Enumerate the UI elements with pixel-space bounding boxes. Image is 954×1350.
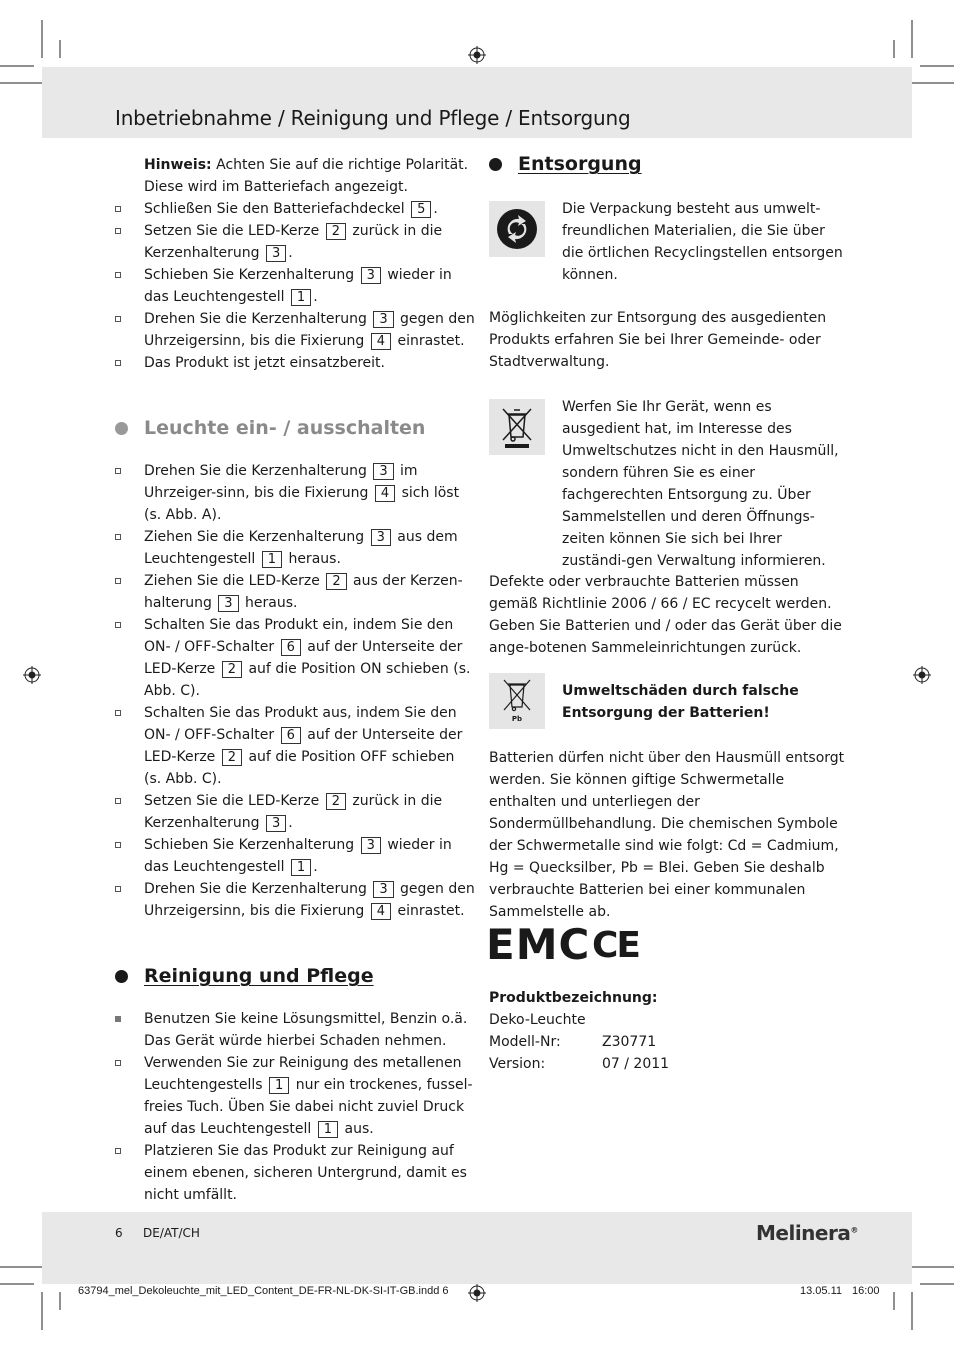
list-item-text: Drehen Sie die Kerzenhalterung — [144, 463, 372, 479]
part-number-box: 1 — [291, 289, 311, 306]
list-item-text: auf die Position OFF schieben (s. Abb. C). — [144, 749, 455, 787]
hint-label: Hinweis: — [144, 157, 212, 173]
crossed-bin-icon — [489, 399, 545, 455]
list-item — [115, 702, 475, 790]
section-bullet-icon — [489, 158, 502, 171]
product-name: Deko-Leuchte — [489, 1012, 586, 1028]
options-text: Möglichkeiten zur Entsorgung des ausgedienten Produkts erfahren Sie bei Ihrer Gemeinde- oder Stadtverwaltung. — [489, 310, 827, 370]
part-number-box: 2 — [222, 749, 242, 766]
list-item-text: aus. — [340, 1121, 374, 1137]
left-column — [115, 154, 475, 1206]
registration-mark-icon — [468, 1284, 486, 1302]
list-item-text: aus dem Leuchtengestell — [144, 529, 458, 567]
list-item-text: sich löst (s. Abb. A). — [144, 485, 460, 523]
clean-list — [115, 1008, 475, 1206]
ce-mark: CE — [592, 925, 640, 966]
part-number-box: 3 — [373, 311, 393, 328]
part-number-box: 3 — [373, 881, 393, 898]
hint-paragraph — [115, 154, 475, 198]
list-item — [115, 220, 475, 264]
list-item — [115, 198, 475, 220]
list-item — [115, 790, 475, 834]
list-bullet-icon — [115, 842, 121, 848]
list-item-text: . — [288, 815, 293, 831]
registration-mark-icon — [23, 666, 41, 684]
list-item — [115, 1052, 475, 1140]
list-bullet-icon — [115, 886, 121, 892]
print-time: 16:00 — [852, 1285, 880, 1297]
list-item-text: . — [288, 245, 293, 261]
list-item — [115, 308, 475, 352]
part-number-box: 3 — [361, 837, 381, 854]
section-bullet-icon — [115, 970, 128, 983]
section-bullet-icon — [115, 422, 128, 435]
list-item — [115, 352, 475, 374]
list-item-text: zurück in die Kerzenhalterung — [144, 793, 443, 831]
part-number-box: 3 — [371, 529, 391, 546]
list-item-text: heraus. — [284, 551, 341, 567]
weee-text: Werfen Sie Ihr Gerät, wenn es ausgedient hat, im Interesse des Umweltschutzes nicht in den Hausmüll, sondern führen Sie es einer fachgerechten Entsorgung zu. Über Sammelstellen und deren Öffnungs-zeiten können Sie sich bei Ihrer zuständi-gen Verwaltung informieren. — [562, 399, 839, 569]
part-number-box: 3 — [361, 267, 381, 284]
section-heading-disposal: Entsorgung — [489, 152, 954, 176]
list-item — [115, 460, 475, 526]
list-item — [115, 570, 475, 614]
list-item-text: Schalten Sie das Produkt ein, indem Sie den ON- / OFF-Schalter — [144, 617, 454, 655]
part-number-box: 1 — [291, 859, 311, 876]
list-bullet-icon — [115, 710, 121, 716]
part-number-box: 1 — [318, 1121, 338, 1138]
list-item-text: gegen den Uhrzeigersinn, bis die Fixierung — [144, 311, 475, 349]
section-heading-switch: Leuchte ein- / ausschalten — [115, 416, 475, 440]
list-bullet-icon — [115, 360, 121, 366]
part-number-box: 3 — [218, 595, 238, 612]
part-number-box: 1 — [269, 1077, 289, 1094]
list-item-text: auf der Unterseite der LED-Kerze — [144, 639, 463, 677]
locale-label: DE/AT/CH — [143, 1226, 200, 1240]
list-bullet-icon — [115, 622, 121, 628]
part-number-box: 3 — [266, 245, 286, 262]
list-item-text: nur ein trockenes, fussel-freies Tuch. Üben Sie dabei nicht zuviel Druck auf das Leuchtengestell — [144, 1077, 473, 1137]
section-heading-cleaning: Reinigung und Pflege — [115, 964, 475, 988]
list-item-text: wieder in das Leuchtengestell — [144, 267, 452, 305]
list-item-text: auf die Position ON schieben (s. Abb. C). — [144, 661, 471, 699]
list-bullet-icon — [115, 316, 121, 322]
version-value: 07 / 2011 — [602, 1056, 670, 1072]
list-item-text: . — [433, 201, 438, 217]
list-bullet-icon — [115, 534, 121, 540]
list-item-text: Setzen Sie die LED-Kerze — [144, 223, 324, 239]
list-item-text: gegen den Uhrzeigersinn, bis die Fixierung — [144, 881, 475, 919]
list-item — [115, 264, 475, 308]
model-label: Modell-Nr: — [489, 1034, 561, 1050]
list-item-text: Setzen Sie die LED-Kerze — [144, 793, 324, 809]
hint-text: Achten Sie auf die richtige Polarität. Diese wird im Batteriefach angezeigt. — [144, 157, 469, 195]
list-item-text: im Uhrzeiger-sinn, bis die Fixierung — [144, 463, 418, 501]
print-file-name: 63794_mel_Dekoleuchte_mit_LED_Content_DE-FR-NL-DK-SI-IT-GB.indd 6 — [78, 1285, 449, 1297]
list-item — [115, 614, 475, 702]
list-item-text: Ziehen Sie die Kerzenhalterung — [144, 529, 369, 545]
part-number-box: 3 — [266, 815, 286, 832]
setup-list — [115, 198, 475, 374]
version-row — [489, 1053, 849, 1075]
part-number-box: 2 — [222, 661, 242, 678]
part-number-box: 2 — [326, 573, 346, 590]
heavy-metal-text: Batterien dürfen nicht über den Hausmüll entsorgt werden. Sie können giftige Schwermetalle enthalten und unterliegen der Sondermüllbehandlung. Die chemischen Symbole der Schwermetalle sind wie folgt: Cd = Cadmium, Hg = Quecksilber, Pb = Blei. Geben Sie deshalb verbrauchte Batterien bei einer kommunalen Sammelstelle ab. — [489, 750, 845, 920]
battery-bin-icon-box — [489, 673, 545, 729]
page-title: Inbetriebnahme / Reinigung und Pflege / Entsorgung — [115, 106, 631, 130]
page-number: 6 — [115, 1226, 123, 1240]
list-item — [115, 834, 475, 878]
list-item-text: aus der Kerzen-halterung — [144, 573, 463, 611]
list-item-text: Das Produkt ist jetzt einsatzbereit. — [144, 355, 386, 371]
list-item-text: Ziehen Sie die LED-Kerze — [144, 573, 325, 589]
list-item-text: Schalten Sie das Produkt aus, indem Sie den ON- / OFF-Schalter — [144, 705, 457, 743]
list-item-text: heraus. — [240, 595, 298, 611]
part-number-box: 4 — [371, 333, 391, 350]
registration-mark-icon — [913, 666, 931, 684]
list-bullet-icon — [115, 798, 121, 804]
list-item-text: zurück in die Kerzenhalterung — [144, 223, 443, 261]
list-item — [115, 1008, 475, 1052]
list-item — [115, 1140, 475, 1206]
list-item-text: wieder in das Leuchtengestell — [144, 837, 452, 875]
battery-directive-text: Defekte oder verbrauchte Batterien müssen gemäß Richtlinie 2006 / 66 / EC recycelt werden. Geben Sie Batterien und / oder das Gerät über die ange-botenen Sammeleinrichtungen zurück. — [489, 574, 842, 656]
emc-mark: EMC — [486, 920, 591, 969]
pb-label: Pb — [511, 715, 523, 723]
battery-warning: Umweltschäden durch falsche Entsorgung der Batterien! — [562, 683, 799, 721]
part-number-box: 4 — [371, 903, 391, 920]
model-row — [489, 1031, 849, 1053]
packaging-text: Die Verpackung besteht aus umwelt-freundlichen Materialien, die Sie über die örtlichen Recyclingstellen entsorgen können. — [562, 201, 843, 283]
switch-list — [115, 460, 475, 922]
list-bullet-icon — [115, 206, 121, 212]
recycling-icon-box — [489, 201, 545, 257]
list-bullet-icon — [115, 228, 121, 234]
version-label: Version: — [489, 1056, 546, 1072]
part-number-box: 3 — [373, 463, 393, 480]
list-item-text: Schieben Sie Kerzenhalterung — [144, 267, 359, 283]
part-number-box: 1 — [262, 551, 282, 568]
list-item-text: . — [313, 859, 318, 875]
recycling-icon — [489, 201, 545, 257]
list-bullet-icon — [115, 272, 121, 278]
registration-mark-icon — [468, 46, 486, 64]
print-date: 13.05.11 — [800, 1285, 843, 1297]
model-value: Z30771 — [602, 1034, 657, 1050]
brand-logo: Melinera® — [756, 1221, 858, 1245]
list-bullet-icon — [115, 1060, 121, 1066]
list-item — [115, 526, 475, 570]
list-item — [115, 878, 475, 922]
list-item-text: Schließen Sie den Batteriefachdeckel — [144, 201, 410, 217]
part-number-box: 2 — [326, 223, 346, 240]
list-bullet-icon — [115, 1016, 121, 1022]
part-number-box: 6 — [281, 639, 301, 656]
list-bullet-icon — [115, 578, 121, 584]
list-item-text: Platzieren Sie das Produkt zur Reinigung auf einem ebenen, sicheren Untergrund, damit es nicht umfällt. — [144, 1143, 467, 1203]
list-item-text: . — [313, 289, 318, 305]
part-number-box: 6 — [281, 727, 301, 744]
list-item-text: Verwenden Sie zur Reinigung des metallenen Leuchtengestells — [144, 1055, 462, 1093]
list-item-text: Drehen Sie die Kerzenhalterung — [144, 881, 372, 897]
list-item-text: Schieben Sie Kerzenhalterung — [144, 837, 359, 853]
list-item-text: Drehen Sie die Kerzenhalterung — [144, 311, 372, 327]
part-number-box: 4 — [375, 485, 395, 502]
list-item-text: Benutzen Sie keine Lösungsmittel, Benzin o.ä. Das Gerät würde hierbei Schaden nehmen. — [144, 1011, 468, 1049]
list-bullet-icon — [115, 468, 121, 474]
part-number-box: 2 — [326, 793, 346, 810]
part-number-box: 5 — [411, 201, 431, 218]
list-bullet-icon — [115, 1148, 121, 1154]
list-item-text: auf der Unterseite der LED-Kerze — [144, 727, 463, 765]
list-item-text: einrastet. — [393, 333, 465, 349]
weee-icon-box — [489, 399, 545, 455]
list-item-text: einrastet. — [393, 903, 465, 919]
product-heading: Produktbezeichnung: — [489, 990, 658, 1006]
product-info — [489, 987, 849, 1075]
